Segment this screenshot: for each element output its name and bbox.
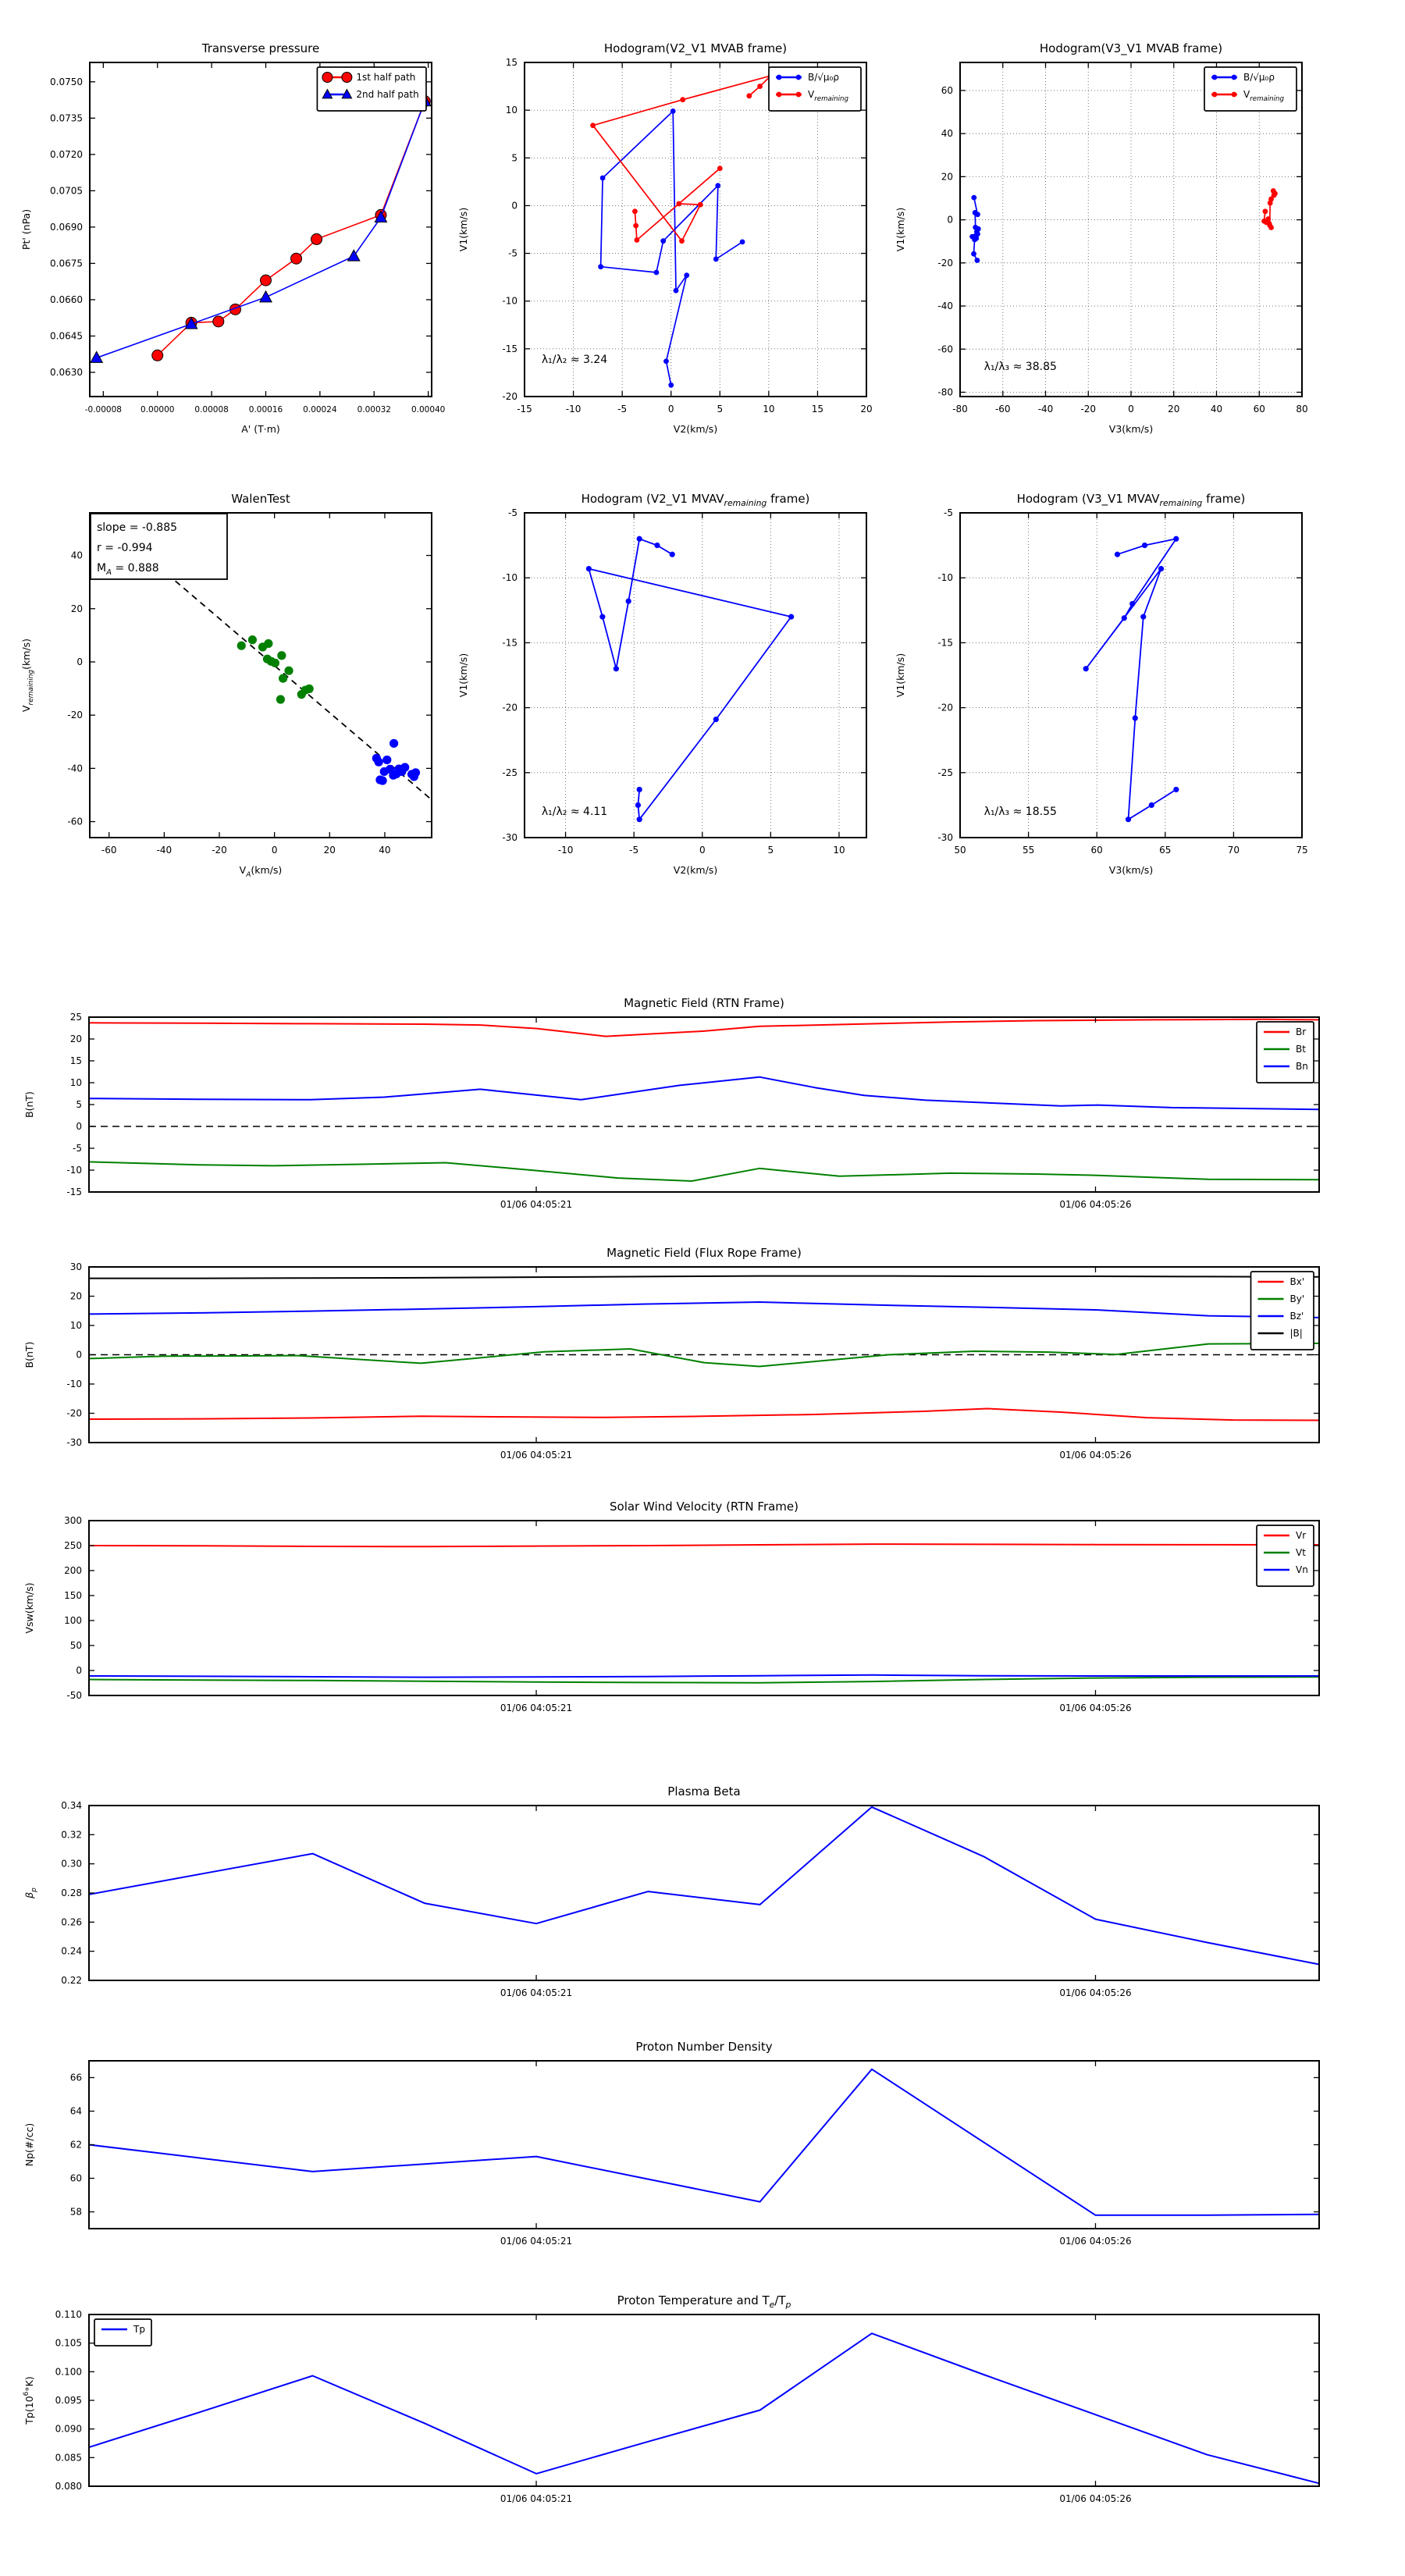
ytick-label: -50 xyxy=(66,1690,82,1701)
series-b-over-sqrt-mu0rho xyxy=(598,109,745,388)
chart-title: Hodogram (V2_V1 $MVAV_{remaining}$ frame) xyxy=(581,492,810,508)
chart-hodogram-v2v1-mvav xyxy=(453,464,890,913)
x-axis-label: V3(km/s) xyxy=(1108,864,1154,876)
y-axis-label: V1(km/s) xyxy=(895,653,906,698)
legend-label: B/√μ₀ρ xyxy=(808,72,839,83)
xtick-label: -15 xyxy=(517,404,532,415)
ytick-label: 150 xyxy=(64,1590,82,1601)
xtick-label: 75 xyxy=(1296,845,1308,856)
legend-label: $V_{remaining}$ xyxy=(808,89,848,103)
xtick-label: 20 xyxy=(860,404,873,415)
series-bz-prime xyxy=(89,1302,1319,1318)
proton-number-density-svg xyxy=(16,2019,1389,2265)
chart-magnetic-field-flux-rope xyxy=(16,1227,1389,1482)
chart-hodogram-v3v1-mvab xyxy=(890,12,1327,475)
series-b-over-sqrt-mu0rho xyxy=(969,195,980,263)
xtick-label: 0 xyxy=(699,845,706,856)
xtick-label: 01/06 04:05:21 xyxy=(500,1703,573,1713)
series-bt xyxy=(89,1162,1319,1181)
ytick-label: 0.0750 xyxy=(50,76,83,87)
series-v-remaining xyxy=(590,73,774,244)
xtick-label: 01/06 04:05:26 xyxy=(1059,1199,1132,1210)
ytick-label: 0.090 xyxy=(55,2423,82,2435)
legend xyxy=(94,2319,151,2346)
ytick-label: 0 xyxy=(76,1665,82,1676)
legend xyxy=(1257,1525,1314,1586)
hodogram-v2v1-mvav-svg xyxy=(453,464,890,909)
series-vt xyxy=(89,1677,1319,1682)
chart-hodogram-v3v1-mvav xyxy=(890,464,1327,913)
ytick-label: 0.095 xyxy=(55,2395,82,2406)
series-walen-blue-cluster xyxy=(372,739,420,785)
series-vr xyxy=(89,1544,1319,1546)
legend xyxy=(317,67,426,111)
ytick-label: 60 xyxy=(69,2172,82,2184)
ytick-label: -60 xyxy=(937,343,953,355)
y-axis-label: V1(km/s) xyxy=(895,207,906,252)
xtick-label: 80 xyxy=(1296,404,1308,415)
xtick-label: 01/06 04:05:21 xyxy=(500,1199,573,1210)
stats-box xyxy=(91,514,227,579)
chart-hodogram-v2v1-mvab xyxy=(453,12,890,475)
ytick-label: 0.22 xyxy=(61,1975,82,1986)
y-axis-label: Np(#/cc) xyxy=(23,2122,35,2167)
ytick-label: 0.0705 xyxy=(50,185,83,197)
xtick-label: -5 xyxy=(629,845,639,856)
xtick-label: 20 xyxy=(1168,404,1180,415)
xtick-label: 0.00016 xyxy=(248,405,283,415)
xtick-label: 10 xyxy=(833,845,845,856)
ytick-label: 0.0735 xyxy=(50,112,83,124)
hodogram-v3v1-mvab-svg xyxy=(890,12,1327,472)
xtick-label: -40 xyxy=(156,845,173,856)
ytick-label: 0.080 xyxy=(55,2481,82,2492)
ytick-label: 0.0660 xyxy=(50,294,83,305)
y-axis-label: $Tp(10^6^\circ K)$ xyxy=(23,2376,35,2425)
series-vn xyxy=(89,1675,1319,1678)
ytick-label: 0 xyxy=(76,1349,82,1361)
ytick-label: 0.0675 xyxy=(50,258,83,269)
ytick-label: 25 xyxy=(69,1012,82,1023)
series-np xyxy=(89,2069,1319,2215)
series-b-magnitude xyxy=(89,1276,1319,1279)
xtick-label: 0.00008 xyxy=(194,405,229,415)
ytick-label: 0.28 xyxy=(61,1888,82,1898)
legend xyxy=(1204,67,1297,111)
xtick-label: 0 xyxy=(271,845,278,856)
xtick-label: 0 xyxy=(1128,404,1134,415)
chart-walen-test xyxy=(16,464,453,913)
chart-proton-number-density xyxy=(16,2019,1389,2268)
y-axis-label: $\beta_p$ xyxy=(23,1888,38,1898)
ytick-label: 0.0720 xyxy=(50,148,83,160)
legend-label: $V_{remaining}$ xyxy=(1243,89,1284,103)
lambda-annotation: λ₁/λ₃ ≈ 38.85 xyxy=(984,360,1057,373)
ytick-label: 0.34 xyxy=(61,1800,82,1811)
magnetic-field-rtn-svg xyxy=(16,976,1389,1226)
legend-label: Bx' xyxy=(1289,1276,1305,1287)
xtick-label: -80 xyxy=(952,404,968,415)
ytick-label: -60 xyxy=(67,816,83,827)
y-axis-label: B(nT) xyxy=(23,1341,35,1368)
lambda-annotation: λ₁/λ₃ ≈ 18.55 xyxy=(984,805,1057,818)
xtick-label: -5 xyxy=(617,404,628,415)
ytick-label: 0.0630 xyxy=(50,366,83,378)
chart-title: Hodogram(V2_V1 MVAB frame) xyxy=(603,41,788,55)
ytick-label: 40 xyxy=(941,128,953,140)
ytick-label: -20 xyxy=(937,257,953,269)
xtick-label: -10 xyxy=(565,404,582,415)
ytick-label: 40 xyxy=(70,550,83,561)
chart-title: Magnetic Field (RTN Frame) xyxy=(624,996,784,1010)
xtick-label: -60 xyxy=(101,845,117,856)
x-axis-label: V2(km/s) xyxy=(673,423,718,435)
xtick-label: 0 xyxy=(667,404,674,415)
walen-test-svg xyxy=(16,464,453,909)
series-walen-green-cluster xyxy=(237,635,314,704)
legend-label: By' xyxy=(1289,1293,1305,1304)
ytick-label: -20 xyxy=(67,710,83,721)
ytick-label: 10 xyxy=(505,105,518,116)
y-axis-label: Pt' (nPa) xyxy=(20,208,32,251)
y-axis-label: Vsw(km/s) xyxy=(23,1582,35,1634)
ytick-label: -30 xyxy=(937,832,953,843)
ytick-label: -40 xyxy=(67,763,83,774)
ytick-label: -10 xyxy=(502,572,518,584)
series-br xyxy=(89,1019,1319,1037)
x-axis-label: $V_A(km/s)$ xyxy=(239,864,283,879)
xtick-label: 15 xyxy=(811,404,824,415)
ytick-label: 15 xyxy=(505,57,518,68)
series-v-remaining-path xyxy=(586,536,794,823)
x-axis-label: V2(km/s) xyxy=(673,864,718,876)
proton-temperature-svg xyxy=(16,2273,1389,2531)
xtick-label: 0.00040 xyxy=(411,405,446,415)
ytick-label: 0.32 xyxy=(61,1829,82,1841)
ytick-label: -20 xyxy=(66,1407,82,1419)
x-axis-label: A' (T·m) xyxy=(241,423,280,435)
stats-line: r = -0.994 xyxy=(97,542,153,554)
ytick-label: 58 xyxy=(69,2206,82,2218)
ytick-label: -80 xyxy=(937,386,953,398)
xtick-label: 5 xyxy=(717,404,724,415)
xtick-label: 01/06 04:05:26 xyxy=(1059,1987,1132,1998)
stats-line: $M_A = 0.888$ xyxy=(97,562,159,577)
ytick-label: 20 xyxy=(941,171,953,183)
xtick-label: 5 xyxy=(767,845,774,856)
lambda-annotation: λ₁/λ₂ ≈ 4.11 xyxy=(541,805,608,818)
ytick-label: -15 xyxy=(66,1187,82,1197)
xtick-label: 60 xyxy=(1253,404,1265,415)
series-second-half-path xyxy=(91,95,431,363)
xtick-label: 01/06 04:05:26 xyxy=(1059,1703,1132,1713)
transverse-pressure-svg xyxy=(16,12,453,472)
chart-title: Plasma Beta xyxy=(667,1784,741,1799)
xtick-label: -20 xyxy=(212,845,227,856)
xtick-label: 0.00032 xyxy=(357,405,391,415)
chart-magnetic-field-rtn xyxy=(16,976,1389,1229)
magnetic-field-flux-rope-svg xyxy=(16,1227,1389,1478)
legend-label: 1st half path xyxy=(356,72,416,83)
xtick-label: 0.00024 xyxy=(303,405,337,415)
ytick-label: 0.26 xyxy=(61,1916,82,1928)
xtick-label: 0.00000 xyxy=(140,405,175,415)
xtick-label: 01/06 04:05:26 xyxy=(1059,1450,1132,1461)
xtick-label: 01/06 04:05:26 xyxy=(1059,2236,1132,2247)
legend-label: Bn xyxy=(1296,1061,1308,1072)
xtick-label: 40 xyxy=(1210,404,1223,415)
y-axis-label: $V_{remaining}(km/s)$ xyxy=(20,638,35,713)
ytick-label: 20 xyxy=(69,1290,82,1302)
legend-label: 2nd half path xyxy=(356,89,419,100)
ytick-label: -15 xyxy=(502,637,518,649)
legend-label: B/√μ₀ρ xyxy=(1243,72,1275,83)
ytick-label: 0 xyxy=(76,1121,82,1132)
ytick-label: -5 xyxy=(508,507,518,518)
xtick-label: -40 xyxy=(1037,404,1054,415)
ytick-label: -10 xyxy=(66,1165,82,1176)
series-first-half-path xyxy=(152,96,431,361)
ytick-label: -40 xyxy=(937,301,953,312)
ytick-label: -10 xyxy=(66,1379,82,1389)
ytick-label: 20 xyxy=(69,1034,82,1044)
ytick-label: 0.0645 xyxy=(50,330,83,342)
chart-title: Hodogram (V3_V1 $MVAV_{remaining}$ frame) xyxy=(1016,492,1246,508)
series-beta-p xyxy=(89,1807,1319,1965)
hodogram-v3v1-mvav-svg xyxy=(890,464,1327,909)
stats-line: slope = -0.885 xyxy=(97,521,178,534)
ytick-label: 0.100 xyxy=(55,2366,82,2378)
y-axis-label: V1(km/s) xyxy=(457,207,469,252)
ytick-label: -15 xyxy=(937,637,953,649)
legend xyxy=(1257,1022,1314,1083)
ytick-label: 60 xyxy=(941,84,953,96)
ytick-label: 15 xyxy=(69,1055,82,1066)
ytick-label: -5 xyxy=(508,247,518,259)
y-axis-label: B(nT) xyxy=(23,1091,35,1118)
xtick-label: 55 xyxy=(1022,845,1035,856)
ytick-label: 0.105 xyxy=(55,2337,82,2349)
ytick-label: 0.110 xyxy=(55,2309,82,2320)
xtick-label: 01/06 04:05:26 xyxy=(1059,2493,1132,2504)
ytick-label: -20 xyxy=(937,702,953,713)
series-bn xyxy=(89,1077,1319,1110)
chart-title: Solar Wind Velocity (RTN Frame) xyxy=(610,1500,799,1514)
ytick-label: 50 xyxy=(69,1640,82,1651)
ytick-label: -25 xyxy=(502,767,518,778)
legend-label: Vr xyxy=(1296,1530,1307,1541)
chart-title: Proton Temperature and $T_e/T_p$ xyxy=(617,2293,791,2310)
legend-label: Bt xyxy=(1296,1044,1306,1055)
legend-label: Br xyxy=(1296,1026,1307,1037)
ytick-label: -30 xyxy=(66,1437,82,1448)
series-walen-fit-line xyxy=(151,560,432,800)
ytick-label: 0 xyxy=(76,656,83,667)
legend xyxy=(1251,1272,1314,1350)
solar-wind-velocity-svg xyxy=(16,1481,1389,1731)
legend xyxy=(769,67,861,111)
y-axis-label: V1(km/s) xyxy=(457,653,469,698)
ytick-label: 62 xyxy=(69,2139,82,2151)
xtick-label: -60 xyxy=(994,404,1011,415)
plasma-beta-svg xyxy=(16,1766,1389,2016)
xtick-label: -10 xyxy=(557,845,574,856)
ytick-label: -5 xyxy=(944,507,953,518)
xtick-label: 40 xyxy=(379,845,391,856)
ytick-label: 250 xyxy=(64,1540,82,1551)
xtick-label: 20 xyxy=(323,845,336,856)
series-v-remaining-path xyxy=(1083,536,1179,823)
xtick-label: 65 xyxy=(1159,845,1172,856)
chart-title: WalenTest xyxy=(231,492,290,506)
ytick-label: 0.085 xyxy=(55,2452,82,2464)
x-axis-label: V3(km/s) xyxy=(1108,423,1154,435)
ytick-label: 100 xyxy=(64,1615,82,1626)
ytick-label: -5 xyxy=(73,1143,82,1154)
series-tp xyxy=(89,2333,1319,2483)
chart-title: Hodogram(V3_V1 MVAB frame) xyxy=(1039,41,1223,55)
ytick-label: -10 xyxy=(502,295,518,307)
ytick-label: 10 xyxy=(69,1320,82,1331)
xtick-label: 60 xyxy=(1090,845,1103,856)
ytick-label: -15 xyxy=(502,343,518,354)
ytick-label: 5 xyxy=(76,1099,82,1110)
ytick-label: 0.0690 xyxy=(50,221,83,233)
ytick-label: -30 xyxy=(502,832,518,843)
ytick-label: 20 xyxy=(70,603,83,614)
xtick-label: 01/06 04:05:21 xyxy=(500,1450,573,1461)
xtick-label: 01/06 04:05:21 xyxy=(500,2236,573,2247)
hodogram-v2v1-mvab-svg xyxy=(453,12,890,472)
ytick-label: 200 xyxy=(64,1565,82,1576)
xtick-label: -0.00008 xyxy=(84,405,122,415)
legend-label: |B| xyxy=(1289,1328,1303,1339)
legend-label: Tp xyxy=(133,2324,145,2335)
ytick-label: 10 xyxy=(69,1077,82,1088)
ytick-label: -20 xyxy=(502,702,518,713)
ytick-label: 300 xyxy=(64,1515,82,1526)
ytick-label: 30 xyxy=(69,1261,82,1272)
ytick-label: 0.24 xyxy=(61,1945,82,1957)
ytick-label: 0.30 xyxy=(61,1858,82,1870)
chart-proton-temperature xyxy=(16,2273,1389,2534)
lambda-annotation: λ₁/λ₂ ≈ 3.24 xyxy=(541,354,608,367)
legend-label: Bz' xyxy=(1289,1311,1304,1322)
chart-title: Proton Number Density xyxy=(635,2040,773,2054)
chart-transverse-pressure xyxy=(16,12,453,475)
ytick-label: 66 xyxy=(69,2072,82,2083)
chart-title: Magnetic Field (Flux Rope Frame) xyxy=(606,1246,802,1260)
chart-solar-wind-velocity xyxy=(16,1481,1389,1734)
ytick-label: 0 xyxy=(947,214,953,226)
xtick-label: 70 xyxy=(1227,845,1240,856)
series-bx-prime xyxy=(89,1409,1319,1421)
ytick-label: -20 xyxy=(502,391,518,402)
chart-plasma-beta xyxy=(16,1766,1389,2019)
ytick-label: -10 xyxy=(937,572,953,584)
xtick-label: 10 xyxy=(763,404,775,415)
series-v-remaining xyxy=(1261,188,1278,230)
xtick-label: 50 xyxy=(954,845,966,856)
chart-title: Transverse pressure xyxy=(201,41,320,55)
xtick-label: 01/06 04:05:21 xyxy=(500,2493,573,2504)
ytick-label: 5 xyxy=(511,152,518,164)
xtick-label: 01/06 04:05:21 xyxy=(500,1987,573,1998)
ytick-label: -25 xyxy=(937,767,953,778)
ytick-label: 0 xyxy=(511,200,518,212)
legend-label: Vt xyxy=(1296,1547,1306,1558)
xtick-label: -20 xyxy=(1080,404,1097,415)
ytick-label: 64 xyxy=(69,2105,82,2117)
legend-label: Vn xyxy=(1296,1564,1308,1575)
